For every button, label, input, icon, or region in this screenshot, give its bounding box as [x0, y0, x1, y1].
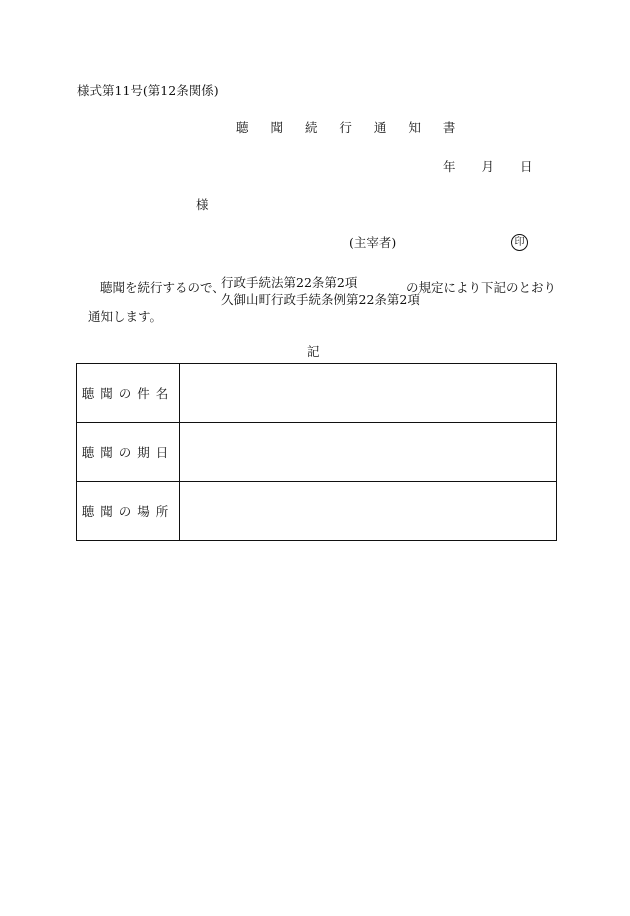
document-title: 聴 聞 続 行 通 知 書: [236, 120, 465, 135]
sender-label: (主宰者): [349, 235, 397, 250]
body-line-2: 通知します。: [88, 309, 163, 324]
seal-icon: 印: [511, 234, 528, 251]
row-value-place[interactable]: [180, 482, 557, 541]
body-prefix: 聴聞を続行するので、: [100, 280, 225, 295]
row-value-subject[interactable]: [180, 364, 557, 423]
form-number: 様式第11号(第12条関係): [77, 83, 219, 98]
recipient-suffix: 様: [196, 197, 209, 212]
date-line: [443, 161, 533, 174]
row-value-date[interactable]: [180, 423, 557, 482]
law-option-1: 行政手続法第22条第2項: [221, 275, 358, 290]
body-suffix: の規定により下記のとおり: [406, 280, 557, 295]
date-month-label: 月: [481, 159, 495, 174]
law-option-2: 久御山町行政手続条例第22条第2項: [221, 292, 420, 307]
date-year-label: 年: [443, 159, 456, 174]
ki-heading: 記: [307, 344, 320, 359]
row-label-subject: 聴聞の件名: [77, 364, 180, 423]
row-label-date: 聴聞の期日: [77, 423, 180, 482]
row-label-place: 聴聞の場所: [77, 482, 180, 541]
details-table: [76, 363, 557, 541]
table-row: [77, 364, 557, 423]
table-row: [77, 482, 557, 541]
date-day-label: 日: [520, 159, 533, 174]
law-options: [221, 274, 420, 308]
table-row: [77, 423, 557, 482]
